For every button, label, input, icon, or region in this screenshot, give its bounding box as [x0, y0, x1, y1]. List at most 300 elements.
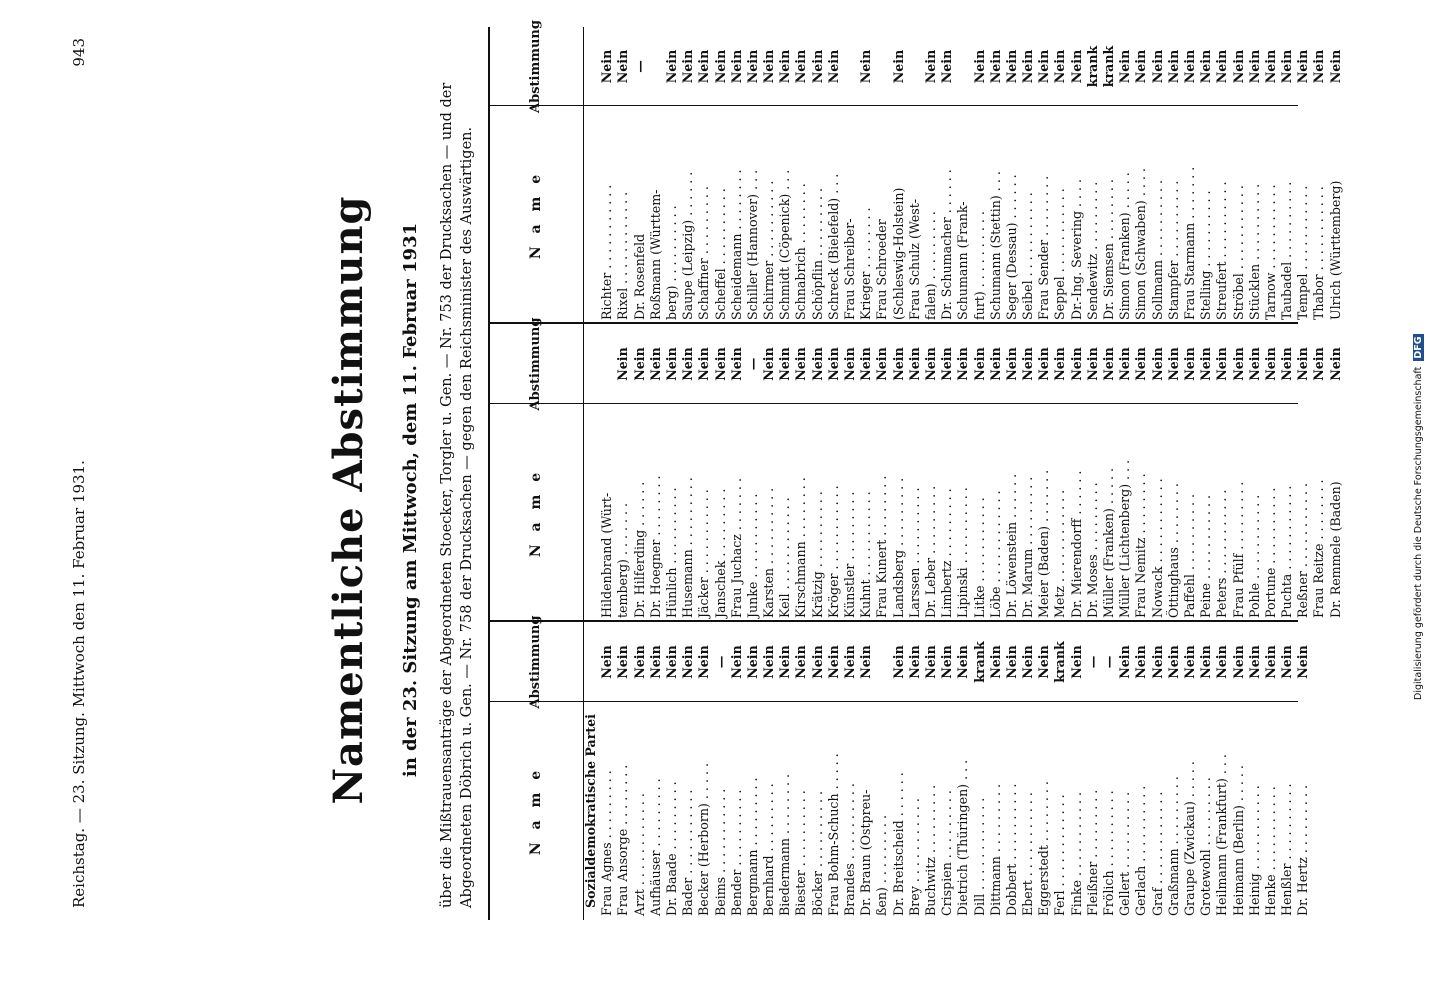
- member-name: Dr. Breitscheid . . . . . .: [890, 772, 906, 916]
- member-name: Heinig . . . . . . . . . . .: [1246, 785, 1262, 916]
- member-name: Henke . . . . . . . . . . .: [1262, 786, 1278, 916]
- vote-value: Nein: [1052, 49, 1068, 84]
- vote-value: Nein: [680, 49, 696, 84]
- vote-value: Nein: [955, 347, 971, 381]
- vote-value: krank: [1101, 45, 1116, 88]
- vote-value: Nein: [663, 49, 679, 84]
- member-name: Hünlich . . . . . . . . . .: [663, 487, 679, 618]
- member-name: Arzt . . . . . . . . . . . .: [631, 793, 647, 916]
- vote-value: Nein: [777, 49, 793, 84]
- digitization-credit: [1413, 334, 1424, 700]
- member-name: Bernhard . . . . . . . . .: [761, 783, 777, 916]
- member-name: [583, 106, 599, 324]
- vote-value: —: [1084, 655, 1100, 669]
- member-name: Müller (Franken) . . . . .: [1101, 468, 1116, 618]
- member-name: Roßmann (Württem-: [647, 189, 663, 320]
- vote-value: Nein: [744, 645, 760, 679]
- vote-header: Abstimmung: [528, 20, 543, 113]
- vote-value: [599, 324, 615, 404]
- member-name: Schöpflin . . . . . . . . .: [809, 187, 825, 320]
- vote-value: Nein: [987, 347, 1003, 381]
- vote-header: Abstimmung: [528, 317, 543, 411]
- member-name: Rixel . . . . . . . . . . . .: [615, 191, 631, 320]
- member-name: Kirschmann . . . . . . . .: [793, 477, 809, 618]
- vote-value: [874, 622, 890, 702]
- member-name: Graf . . . . . . . . . . . .: [1149, 791, 1165, 916]
- intro-text: über die Mißtrauensanträge der Abgeordneten Stoecker, Torgler u. Gen. — Nr. 753 der Drucksachen — und der Abgeordneten Döbrich u. Gen. — Nr. 758 der Drucksachen — gegen den Reichsminister des Auswärtigen.: [439, 82, 475, 908]
- vote-table: [488, 20, 1343, 920]
- vote-value: Nein: [825, 645, 841, 679]
- member-name: Heimann (Berlin) . . . . .: [1230, 765, 1246, 916]
- vote-value: Nein: [1149, 49, 1165, 84]
- vote-value: Nein: [1295, 347, 1311, 381]
- vote-value: Nein: [987, 49, 1003, 84]
- document-subtitle: in der 23. Sitzung am Mittwoch, dem 11. Februar 1931: [400, 222, 421, 778]
- vote-value: Nein: [777, 645, 793, 679]
- vote-value: —: [744, 357, 760, 371]
- vote-value: Nein: [809, 645, 825, 679]
- vote-value: Nein: [1165, 49, 1181, 84]
- name-column-3: [488, 106, 1344, 324]
- member-name: Nowack . . . . . . . . . . .: [1149, 478, 1165, 618]
- member-name: Schmidt (Cöpenick) . . .: [777, 169, 793, 320]
- vote-value: Nein: [1003, 49, 1019, 84]
- member-name: Dr. Löwenstein . . . . . .: [1003, 473, 1019, 618]
- vote-value: krank: [1084, 45, 1100, 88]
- member-name: Seger (Dessau) . . . . . .: [1003, 174, 1019, 320]
- member-name: Brandes . . . . . . . . . .: [842, 783, 857, 916]
- member-name: Dr. Remmele (Baden): [1327, 481, 1343, 618]
- name-header: N a m e: [527, 766, 544, 856]
- vote-value: Nein: [858, 347, 874, 381]
- vote-value: Nein: [1003, 347, 1019, 381]
- member-name: falen) . . . . . . . . .: [922, 211, 938, 320]
- member-name: Stücklen . . . . . . . . . .: [1246, 183, 1262, 320]
- vote-value: [842, 27, 858, 106]
- vote-value: Nein: [1149, 347, 1165, 381]
- vote-value: Nein: [858, 645, 874, 679]
- member-name: Eggerstedt . . . . . . . .: [1036, 781, 1052, 916]
- vote-value: [955, 27, 971, 106]
- member-name: Dr. Rosenfeld: [631, 233, 647, 320]
- vote-value: Nein: [939, 49, 955, 84]
- vote-value: Nein: [777, 347, 793, 381]
- vote-value: Nein: [793, 645, 809, 679]
- vote-value: Nein: [874, 347, 890, 381]
- member-name: Kuhnt . . . . . . . . . . .: [858, 491, 874, 618]
- vote-value: Nein: [599, 645, 615, 679]
- vote-value: [583, 622, 599, 702]
- vote-value: Nein: [1198, 645, 1214, 679]
- member-name: Richter . . . . . . . . . . .: [599, 184, 615, 320]
- vote-column-1: [488, 615, 1311, 709]
- vote-value: Nein: [761, 49, 777, 84]
- member-name: Biester . . . . . . . . . .: [793, 790, 809, 916]
- vote-value: Nein: [712, 347, 728, 381]
- member-name: Schreck (Bielefeld) . . .: [825, 173, 841, 320]
- vote-value: Nein: [1181, 347, 1197, 381]
- vote-value: Nein: [1165, 347, 1181, 381]
- member-name: Frau Pfülf . . . . . . . . .: [1230, 481, 1246, 618]
- vote-value: Nein: [1165, 645, 1181, 679]
- member-name: Frölich . . . . . . . . . .: [1101, 790, 1116, 916]
- vote-value: Nein: [647, 347, 663, 381]
- vote-column-2: [488, 317, 1344, 411]
- dfg-logo: DFG: [1413, 336, 1424, 359]
- member-name: Tarnow . . . . . . . . . . .: [1262, 184, 1278, 320]
- vote-value: Nein: [1214, 49, 1230, 84]
- vote-value: Nein: [1295, 645, 1311, 679]
- vote-value: Nein: [1262, 49, 1278, 84]
- member-name: Frau Schulz (West-: [906, 198, 922, 320]
- member-name: ßen) . . . . . . . . .: [874, 815, 890, 916]
- member-name: Schumann (Frank-: [955, 201, 971, 320]
- page-number: 943: [70, 38, 88, 67]
- vote-list: [583, 27, 1344, 106]
- member-name: Grotewohl . . . . . . . . .: [1198, 777, 1214, 916]
- member-name: Schumann (Stettin) . . .: [987, 171, 1003, 320]
- member-name: Fleißner . . . . . . . . .: [1084, 789, 1100, 916]
- vote-value: Nein: [1198, 347, 1214, 381]
- vote-value: Nein: [1279, 49, 1295, 84]
- member-name: Henßler . . . . . . . . . .: [1279, 783, 1295, 916]
- vote-value: Nein: [1036, 347, 1052, 381]
- member-name: Finke . . . . . . . . . . .: [1068, 791, 1084, 916]
- vote-value: Nein: [1230, 49, 1246, 84]
- member-name: furt) . . . . . . . . . .: [971, 211, 987, 320]
- member-name: Thabor . . . . . . . . . . .: [1311, 186, 1327, 320]
- member-name: Heilmann (Frankfurt) . . .: [1214, 754, 1230, 916]
- vote-value: Nein: [858, 49, 874, 84]
- vote-value: Nein: [1117, 347, 1133, 381]
- member-name: temberg) . . . . . . .: [615, 502, 631, 618]
- vote-value: [907, 27, 923, 106]
- member-name: Simon (Franken) . . . . .: [1117, 172, 1133, 320]
- vote-value: Nein: [1279, 347, 1295, 381]
- member-name: Landsberg . . . . . . . . .: [890, 477, 906, 618]
- vote-value: Nein: [1068, 645, 1084, 679]
- member-name: Scheidemann . . . . . . . .: [728, 169, 744, 320]
- member-name: Dietrich (Thüringen) . . .: [955, 759, 971, 916]
- member-name: Simon (Schwaben) . . . .: [1133, 168, 1149, 320]
- vote-value: Nein: [1052, 347, 1068, 381]
- member-name: Buchwitz . . . . . . . . .: [922, 784, 938, 916]
- vote-value: Nein: [842, 645, 857, 679]
- vote-value: Nein: [939, 645, 955, 679]
- member-name: Schiller (Hannover) . . .: [744, 169, 760, 320]
- member-name: Aufhäuser . . . . . . . . .: [647, 778, 663, 916]
- vote-value: Nein: [1246, 347, 1262, 381]
- member-name: Böcker . . . . . . . . . .: [809, 790, 825, 916]
- member-name: Frau Agnes . . . . . . . . .: [599, 770, 615, 916]
- member-name: Frau Schroeder: [874, 219, 890, 320]
- member-name: Sollmann . . . . . . . . . .: [1149, 179, 1165, 320]
- member-name: Ferl . . . . . . . . . . . .: [1052, 794, 1068, 916]
- member-name: Dr. Mierendorff . . . . . .: [1068, 470, 1084, 618]
- member-name: (Schleswig-Holstein): [890, 187, 906, 320]
- member-name: Larssen . . . . . . . . . .: [906, 487, 922, 618]
- vote-value: Nein: [825, 347, 841, 381]
- member-name: Gellert . . . . . . . . . .: [1117, 791, 1133, 916]
- member-name: Schnabrich . . . . . . . .: [793, 183, 809, 320]
- member-name: Ströbel . . . . . . . . . . .: [1230, 185, 1246, 320]
- member-name: Jäcker . . . . . . . . . . .: [696, 489, 712, 618]
- name-list: [583, 106, 1344, 324]
- vote-value: Nein: [680, 645, 696, 679]
- member-name: Frau Ansorge . . . . . . . .: [615, 764, 631, 916]
- member-name: Lipinski . . . . . . . . . .: [955, 487, 971, 618]
- vote-value: Nein: [1198, 49, 1214, 84]
- vote-value: krank: [971, 641, 987, 683]
- member-name: Stelling . . . . . . . . . .: [1198, 190, 1214, 320]
- member-name: Frau Starmann . . . . . . .: [1181, 166, 1197, 320]
- member-name: Husemann . . . . . . . . .: [680, 477, 696, 618]
- member-name: Kröger . . . . . . . . . . .: [825, 485, 841, 618]
- name-header: N a m e: [527, 468, 544, 558]
- vote-value: Nein: [1311, 347, 1327, 381]
- vote-value: Nein: [663, 645, 679, 679]
- vote-value: Nein: [825, 49, 841, 84]
- vote-list: [583, 622, 1311, 702]
- vote-value: Nein: [1036, 645, 1052, 679]
- member-name: Hildenbrand (Würt-: [599, 492, 615, 618]
- member-name: Dr. Braun (Ostpreu-: [858, 789, 874, 916]
- member-name: Biedermann . . . . . . . .: [777, 774, 793, 916]
- vote-value: —: [1101, 655, 1116, 669]
- vote-value: Nein: [1327, 49, 1343, 84]
- vote-value: [583, 324, 599, 404]
- member-name: Scheffel . . . . . . . . . .: [712, 188, 728, 320]
- member-name: Brey . . . . . . . . . . .: [906, 798, 922, 916]
- member-name: Seibel . . . . . . . . . . .: [1020, 192, 1036, 320]
- vote-value: Nein: [728, 49, 744, 84]
- vote-value: Nein: [1214, 347, 1230, 381]
- vote-value: Nein: [615, 645, 631, 679]
- member-name: Taubadel . . . . . . . . . .: [1279, 181, 1295, 320]
- vote-value: Nein: [793, 49, 809, 84]
- vote-header: Abstimmung: [528, 615, 543, 709]
- vote-value: Nein: [1311, 49, 1327, 84]
- vote-value: Nein: [1214, 645, 1230, 679]
- vote-value: Nein: [631, 645, 647, 679]
- vote-value: Nein: [890, 645, 906, 679]
- member-name: Puchta . . . . . . . . . . .: [1279, 485, 1295, 618]
- member-name: Bender . . . . . . . . . .: [728, 789, 744, 916]
- member-name: Paffehl . . . . . . . . . .: [1181, 493, 1197, 618]
- member-name: Gerlach . . . . . . . . . .: [1133, 785, 1149, 916]
- vote-value: [874, 27, 890, 106]
- vote-value: Nein: [809, 347, 825, 381]
- vote-value: Nein: [680, 347, 696, 381]
- member-name: Reßner . . . . . . . . . . .: [1295, 482, 1311, 618]
- vote-value: Nein: [1279, 645, 1295, 679]
- credit-text: Digitalisierung gefördert durch die Deutsche Forschungsgemeinschaft: [1413, 366, 1424, 700]
- name-list: [583, 702, 1311, 920]
- vote-value: Nein: [890, 49, 906, 84]
- member-name: Stampfer . . . . . . . . . .: [1165, 180, 1181, 320]
- vote-value: Nein: [1246, 49, 1262, 84]
- vote-value: Nein: [631, 347, 647, 381]
- vote-value: Nein: [761, 645, 777, 679]
- name-column-2: [488, 404, 1344, 622]
- member-name: Seppel . . . . . . . . . . .: [1052, 188, 1068, 320]
- vote-value: —: [631, 60, 647, 73]
- member-name: Dr. Hertz . . . . . . . . .: [1295, 785, 1311, 916]
- member-name: Frau Sender . . . . . . . .: [1036, 175, 1052, 320]
- member-name: Dr. Baade . . . . . . . . .: [663, 781, 679, 916]
- member-name: Dr. Leber . . . . . . . . .: [922, 485, 938, 618]
- vote-value: Nein: [647, 645, 663, 679]
- vote-value: Nein: [842, 347, 857, 381]
- vote-value: Nein: [696, 49, 712, 84]
- vote-list: [583, 324, 1344, 404]
- vote-value: Nein: [1181, 49, 1197, 84]
- vote-value: Nein: [1068, 49, 1084, 84]
- document-title: Namentliche Abstimmung: [325, 195, 372, 805]
- member-name: Crispien . . . . . . . . .: [939, 790, 955, 916]
- vote-value: Nein: [1020, 645, 1036, 679]
- vote-value: Nein: [728, 347, 744, 381]
- vote-value: Nein: [1295, 49, 1311, 84]
- vote-value: Nein: [1020, 347, 1036, 381]
- member-name: Frau Nemitz . . . . . . . .: [1133, 473, 1149, 618]
- vote-value: Nein: [906, 645, 922, 679]
- member-name: Schirmer . . . . . . . . . .: [761, 180, 777, 320]
- member-name: Müller (Lichtenberg) . . .: [1117, 459, 1133, 618]
- vote-value: [648, 27, 664, 106]
- member-name: Ebert . . . . . . . . . . .: [1020, 792, 1036, 916]
- vote-value: Nein: [1181, 645, 1197, 679]
- vote-value: Nein: [728, 645, 744, 679]
- vote-value: Nein: [1133, 49, 1149, 84]
- vote-value: Nein: [906, 347, 922, 381]
- running-head: [70, 38, 94, 908]
- name-list: [583, 404, 1344, 622]
- member-name: [583, 404, 599, 622]
- member-name: Dill . . . . . . . . . . . .: [971, 797, 987, 916]
- member-name: Streufert . . . . . . . . . .: [1214, 181, 1230, 320]
- member-name: Keil . . . . . . . . . . . .: [777, 497, 793, 618]
- party-heading: Sozialdemokratische Partei: [583, 714, 598, 908]
- member-name: berg) . . . . . . . . . .: [663, 205, 679, 320]
- member-name: Bergmann . . . . . . . . .: [744, 777, 760, 916]
- vote-value: Nein: [1117, 645, 1133, 679]
- vote-value: Nein: [615, 49, 631, 84]
- vote-value: Nein: [890, 347, 906, 381]
- vote-value: [583, 27, 599, 106]
- member-name: Dr.-Ing. Severing . . . .: [1068, 178, 1084, 320]
- member-name: Dr. Hoegner . . . . . . . .: [647, 475, 663, 618]
- vote-value: Nein: [1020, 49, 1036, 84]
- vote-value: Nein: [1230, 347, 1246, 381]
- vote-value: Nein: [696, 347, 712, 381]
- vote-value: Nein: [696, 645, 712, 679]
- vote-value: Nein: [1036, 49, 1052, 84]
- vote-value: Nein: [1246, 645, 1262, 679]
- vote-value: Nein: [761, 347, 777, 381]
- vote-value: Nein: [809, 49, 825, 84]
- vote-value: Nein: [955, 645, 971, 679]
- vote-value: Nein: [1133, 645, 1149, 679]
- member-name: Tempel . . . . . . . . . . .: [1295, 185, 1311, 320]
- member-name: Pohle . . . . . . . . . . .: [1246, 494, 1262, 618]
- vote-value: —: [712, 655, 728, 669]
- member-name: Krätzig . . . . . . . . . .: [809, 491, 825, 618]
- member-name: Janschek . . . . . . . . .: [712, 488, 728, 618]
- vote-value: Nein: [1101, 347, 1116, 381]
- member-name: Künstler . . . . . . . . .: [842, 491, 857, 618]
- vote-value: Nein: [1262, 347, 1278, 381]
- vote-value: Nein: [987, 645, 1003, 679]
- vote-value: Nein: [1149, 645, 1165, 679]
- vote-value: Nein: [939, 347, 955, 381]
- member-name: Graßmann . . . . . . . . .: [1165, 776, 1181, 916]
- member-name: Dr. Moses . . . . . . . . .: [1084, 482, 1100, 618]
- vote-column-3: [488, 20, 1344, 113]
- member-name: Bader . . . . . . . . . . .: [680, 789, 696, 916]
- vote-value: Nein: [922, 49, 938, 84]
- member-name: Peine . . . . . . . . . . .: [1198, 494, 1214, 618]
- member-name: Frau Kunert . . . . . . . .: [874, 475, 890, 618]
- member-name: Karsten . . . . . . . . . .: [761, 487, 777, 618]
- member-name: Dittmann . . . . . . . . .: [987, 784, 1003, 916]
- member-name: Becker (Herborn) . . . . .: [696, 763, 712, 916]
- vote-value: Nein: [1230, 645, 1246, 679]
- vote-value: Nein: [1327, 347, 1343, 381]
- member-name: Limbertz . . . . . . . . .: [939, 488, 955, 618]
- vote-value: Nein: [599, 49, 615, 84]
- vote-value: Nein: [922, 347, 938, 381]
- vote-value: Nein: [971, 347, 987, 381]
- member-name: Dr. Marum . . . . . . . . .: [1020, 476, 1036, 618]
- member-name: Krieger . . . . . . . .: [858, 207, 874, 320]
- vote-value: Nein: [1117, 49, 1133, 84]
- member-name: Junke . . . . . . . . . . .: [744, 493, 760, 618]
- vote-value: Nein: [793, 347, 809, 381]
- member-name: Dr. Siemsen . . . . . . . .: [1101, 179, 1116, 320]
- member-name: Dobbert . . . . . . . . . .: [1003, 783, 1019, 916]
- member-name: Frau Bohm-Schuch . . . . .: [825, 753, 841, 916]
- member-name: Litke . . . . . . . . . . .: [971, 497, 987, 618]
- member-name: Meier (Baden) . . . . . . .: [1036, 469, 1052, 618]
- vote-value: krank: [1052, 641, 1068, 683]
- name-column-1: [488, 702, 1311, 920]
- member-name: Saupe (Leipzig) . . . . . .: [680, 171, 696, 320]
- running-head-title: Reichstag. — 23. Sitzung. Mittwoch den 11. Februar 1931.: [70, 460, 88, 908]
- member-name: Graupe (Zwickau) . . . . .: [1181, 761, 1197, 916]
- member-name: Frau Schreiber-: [842, 218, 857, 320]
- member-name: Löbe . . . . . . . . . . . .: [987, 490, 1003, 618]
- member-name: Dr. Schumacher . . . . . .: [939, 169, 955, 320]
- vote-value: Nein: [1262, 645, 1278, 679]
- vote-value: Nein: [712, 49, 728, 84]
- vote-value: Nein: [744, 49, 760, 84]
- member-name: Frau Juchacz . . . . . . .: [728, 478, 744, 618]
- name-header: N a m e: [527, 170, 544, 260]
- member-name: Schaffner . . . . . . . . .: [696, 186, 712, 320]
- member-name: Ulrich (Württemberg): [1327, 180, 1343, 320]
- vote-value: Nein: [1068, 347, 1084, 381]
- vote-value: Nein: [1133, 347, 1149, 381]
- member-name: Portune . . . . . . . . . .: [1262, 487, 1278, 618]
- vote-value: Nein: [615, 347, 631, 381]
- vote-value: Nein: [922, 645, 938, 679]
- vote-value: Nein: [663, 347, 679, 381]
- member-name: Peters . . . . . . . . . . .: [1214, 489, 1230, 618]
- member-name: Dr. Hilferding . . . . . .: [631, 481, 647, 618]
- member-name: Metz . . . . . . . . . . . .: [1052, 489, 1068, 618]
- vote-value: Nein: [1084, 347, 1100, 381]
